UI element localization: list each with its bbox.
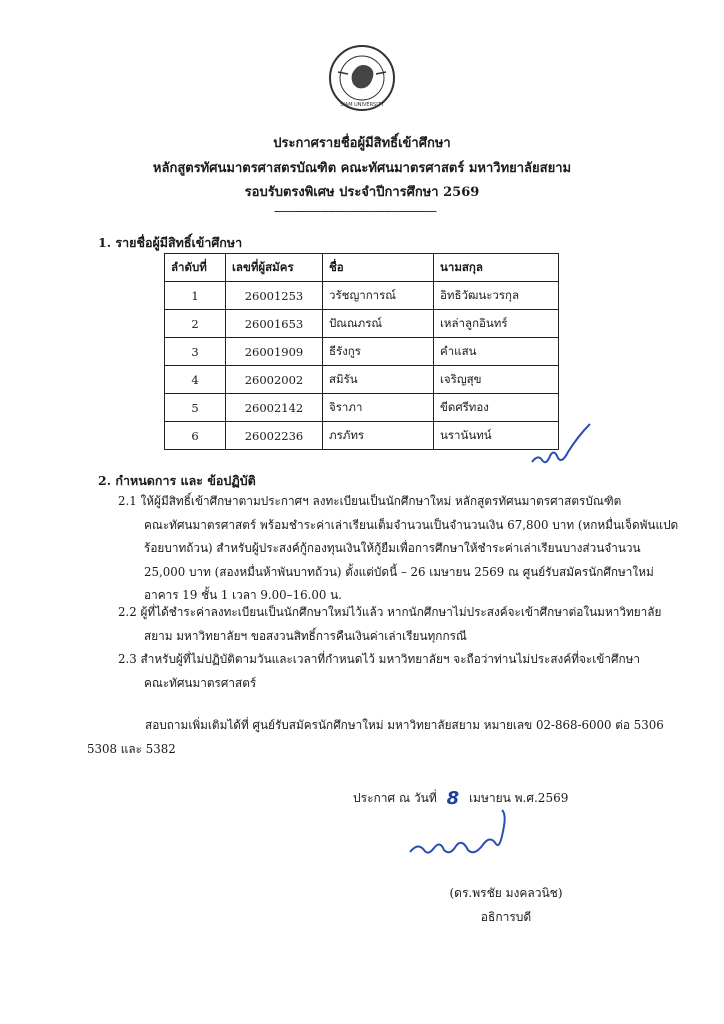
signer-name: (ดร.พรชัย มงคลวนิช) [449, 886, 563, 900]
program-title: หลักสูตรทัศนมาตรศาสตรบัณฑิต คณะทัศนมาตรศาสตร์ มหาวิทยาลัยสยาม [152, 161, 572, 176]
row-first-name: สมิรัน [323, 366, 434, 394]
clause-line: 2.2 ผู้ที่ได้ชำระค่าลงทะเบียนเป็นนักศึกษาใหม่ไว้แล้ว หากนักศึกษาไม่ประสงค์จะเข้าศึกษาต่อในมหาวิทยาลัย [118, 605, 662, 619]
row-first-name: ปัณณภรณ์ [323, 310, 434, 338]
clause-line: 2.1 ให้ผู้มีสิทธิ์เข้าศึกษาตามประกาศฯ ลงทะเบียนเป็นนักศึกษาใหม่ หลักสูตรทัศนมาตรศาสตรบัณฑิต [118, 494, 622, 508]
row-applicant-id: 26002236 [226, 422, 323, 450]
row-applicant-id: 26002142 [226, 394, 323, 422]
admitted-list-table [164, 253, 559, 450]
date-suffix: เมษายน พ.ศ.2569 [468, 791, 569, 805]
row-no: 2 [165, 310, 226, 338]
row-first-name: วรัชญาการณ์ [323, 282, 434, 310]
row-last-name: เจริญสุข [434, 366, 559, 394]
column-header-no: ลำดับที่ [165, 254, 226, 282]
row-applicant-id: 26001909 [226, 338, 323, 366]
row-applicant-id: 26002002 [226, 366, 323, 394]
row-no: 4 [165, 366, 226, 394]
row-no: 6 [165, 422, 226, 450]
clause-2-2 [118, 601, 661, 648]
clause-2-3 [118, 648, 640, 695]
clause-2-1 [118, 490, 678, 608]
row-no: 3 [165, 338, 226, 366]
clause-line: สยาม มหาวิทยาลัยฯ ขอสงวนสิทธิ์การคืนเงินค่าเล่าเรียนทุกกรณี [144, 628, 467, 643]
table-row [165, 310, 559, 338]
clause-line: คณะทัศนมาตรศาสตร์ [144, 675, 257, 690]
clause-line: อาคาร 19 ชั้น 1 เวลา 9.00–16.00 น. [144, 588, 342, 602]
row-last-name: อิทธิวัฒนะวรกุล [434, 282, 559, 310]
row-no: 5 [165, 394, 226, 422]
table-row [165, 338, 559, 366]
row-last-name: เหล่าลูกอินทร์ [434, 310, 559, 338]
column-header-last-name: นามสกุล [434, 254, 559, 282]
row-first-name: จิราภา [323, 394, 434, 422]
header-divider: ----------------------------------------------------- [274, 204, 436, 218]
row-last-name: ขีดศรีทอง [434, 394, 559, 422]
round-title: รอบรับตรงพิเศษ ประจำปีการศึกษา 2569 [244, 185, 480, 200]
table-header-row [165, 254, 559, 282]
initials-signature-icon [528, 418, 598, 468]
row-first-name: ภรภัทร [323, 422, 434, 450]
clause-line: 2.3 สำหรับผู้ที่ไม่ปฏิบัติตามวันและเวลาที่กำหนดไว้ มหาวิทยาลัยฯ จะถือว่าท่านไม่ประสงค์ที่จะเข้าศึกษา [118, 652, 640, 666]
row-last-name: นรานันทน์ [434, 422, 559, 450]
clause-line: 25,000 บาท (สองหมื่นห้าพันบาทถ้วน) ตั้งแต่บัดนี้ – 26 เมษายน 2569 ณ ศูนย์รับสมัครนักศึกษาใหม่ [144, 564, 654, 579]
contact-info: สอบถามเพิ่มเติมได้ที่ ศูนย์รับสมัครนักศึกษาใหม่ มหาวิทยาลัยสยาม หมายเลข 02-868-6000 ต่อ 5306 5308 และ 5382 [87, 718, 664, 756]
column-header-applicant-id: เลขที่ผู้สมัคร [226, 254, 323, 282]
signer-title: อธิการบดี [480, 910, 532, 924]
table-row [165, 282, 559, 310]
announcement-date [353, 786, 568, 808]
clause-line: ร้อยบาทถ้วน) สำหรับผู้ประสงค์กู้กองทุนเงินให้กู้ยืมเพื่อการศึกษาให้ชำระค่าเล่าเรียนบางส่วนจำนวน [144, 541, 641, 555]
date-prefix: ประกาศ ณ วันที่ [353, 791, 437, 805]
row-applicant-id: 26001253 [226, 282, 323, 310]
university-seal-icon [328, 44, 396, 112]
section-1-title: 1. รายชื่อผู้มีสิทธิ์เข้าศึกษา [98, 235, 243, 250]
row-first-name: ธีรังกูร [323, 338, 434, 366]
seal-text: SIAM UNIVERSITY [340, 102, 384, 108]
announcement-title: ประกาศรายชื่อผู้มีสิทธิ์เข้าศึกษา [273, 136, 451, 151]
table-row [165, 394, 559, 422]
row-last-name: คำแสน [434, 338, 559, 366]
table-row [165, 422, 559, 450]
section-2-title: 2. กำหนดการ และ ข้อปฏิบัติ [98, 473, 256, 488]
clause-line: คณะทัศนมาตรศาสตร์ พร้อมชำระค่าเล่าเรียนเต็มจำนวนเป็นจำนวนเงิน 67,800 บาท (หกหมื่นเจ็ดพันแปด [144, 517, 679, 532]
president-signature-icon [404, 806, 524, 866]
date-day: 8 [446, 788, 460, 809]
table-row [165, 366, 559, 394]
row-no: 1 [165, 282, 226, 310]
column-header-first-name: ชื่อ [323, 254, 434, 282]
row-applicant-id: 26001653 [226, 310, 323, 338]
